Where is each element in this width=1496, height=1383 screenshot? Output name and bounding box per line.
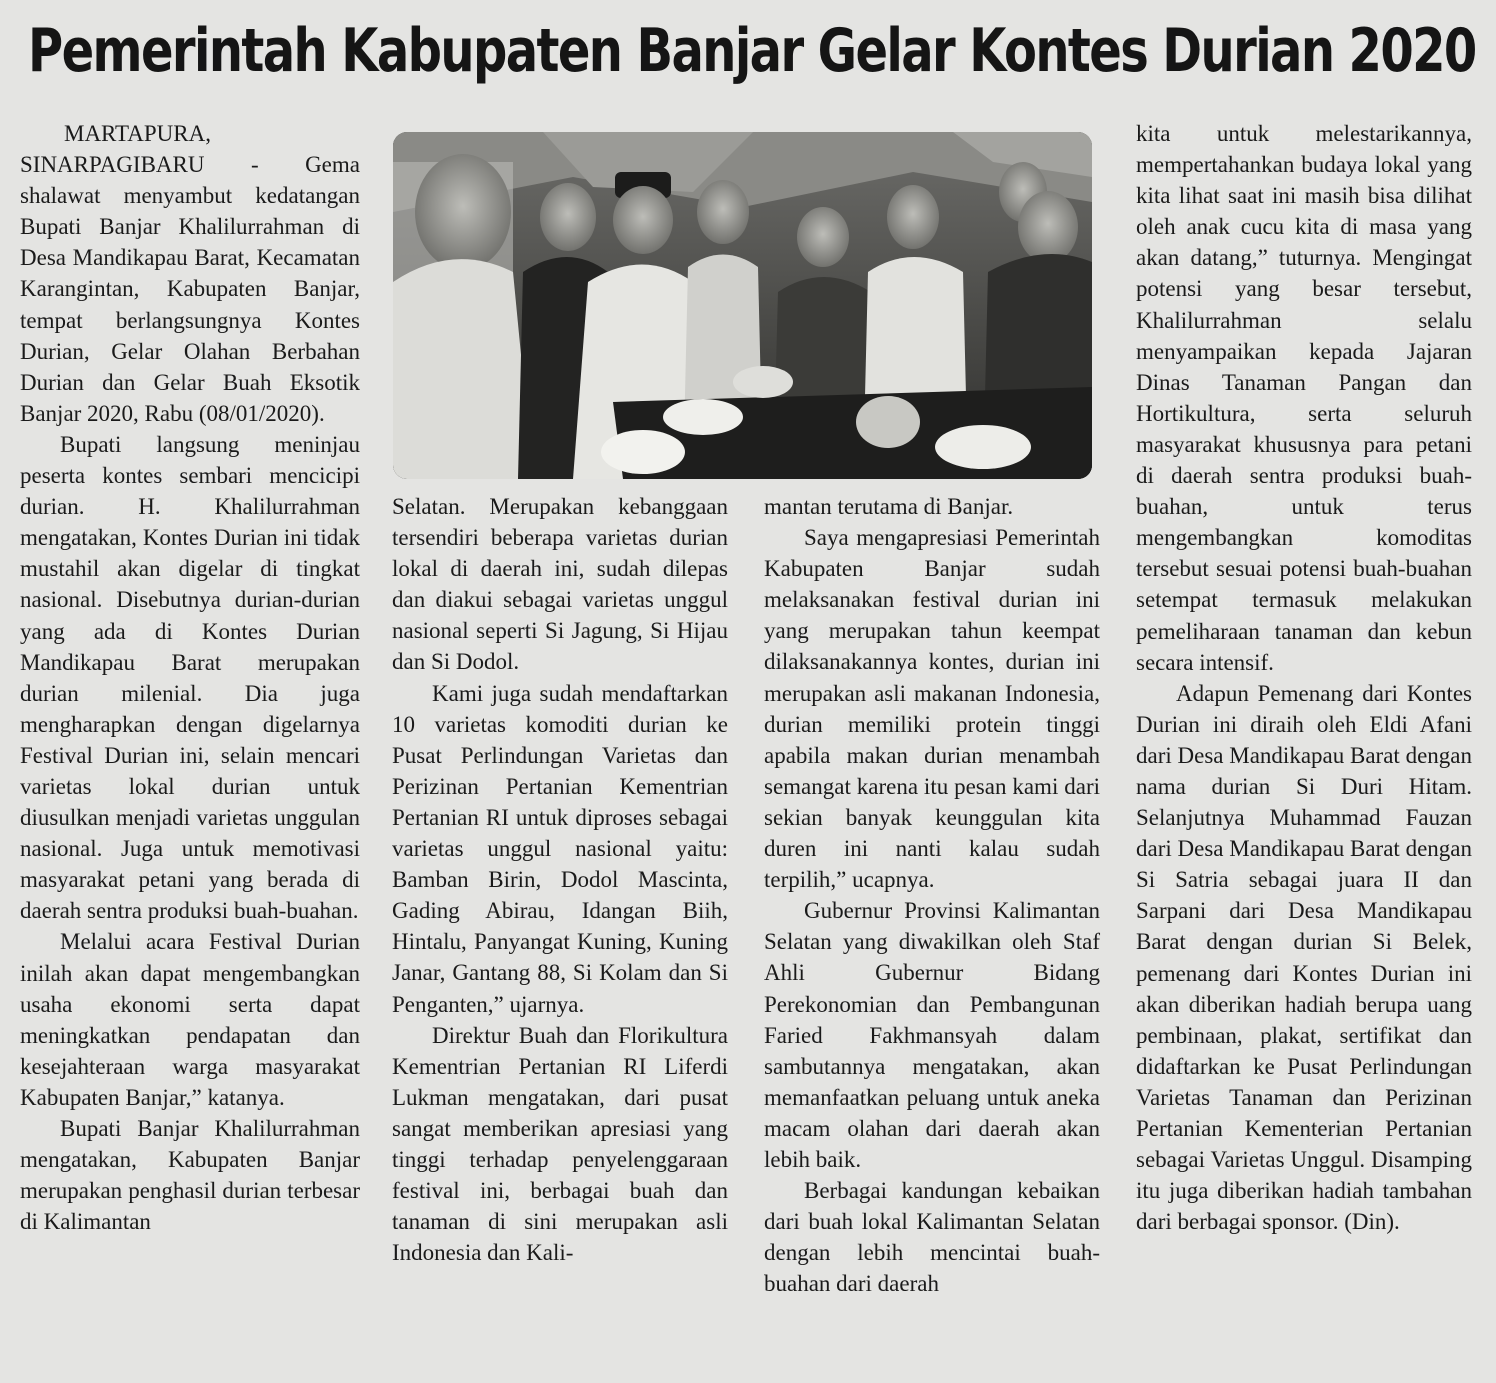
- article-column-4: [1136, 118, 1472, 1368]
- article-column-3: [764, 491, 1100, 1371]
- paragraph: Melalui acara Festival Durian inilah akan dapat mengembangkan usaha ekonomi serta dapat meningkatkan pendapatan dan kesejahteraan warga masyarakat Kabupaten Banjar,” katanya.: [20, 929, 360, 1110]
- paragraph: Kami juga sudah mendaftarkan 10 varietas komoditi durian ke Pusat Perlindungan Varietas dan Perizinan Pertanian Kementrian Pertanian RI untuk diproses sebagai varietas unggul nasional yaitu: Bamban Birin, Dodol Mascinta, Gading Abirau, Idangan Biih, Hintalu, Panyangat Kuning, Kuning Janar, Gantang 88, Si Kolam dan Si Penganten,” ujarnya.: [392, 680, 728, 1017]
- paragraph: Bupati langsung meninjau peserta kontes sembari mencicipi durian. H. Khalilurrahman mengatakan, Kontes Durian ini tidak mustahil akan digelar di tingkat nasional. Disebutnya durian-durian yang ada di Kontes Durian Mandikapau Barat merupakan durian milenial. Dia juga mengharapkan dengan digelarnya Festival Durian ini, selain mencari varietas lokal durian untuk diusulkan menjadi varietas unggulan nasional. Juga untuk memotivasi masyarakat petani yang berada di daerah sentra produksi buah-buahan.: [20, 431, 360, 924]
- paragraph: Direktur Buah dan Florikultura Kementrian Pertanian RI Liferdi Lukman mengatakan, dari pusat sangat memberikan apresiasi yang tinggi terhadap penyelenggaraan festival ini, berbagai buah dan tanaman di sini merupakan asli Indonesia dan Kali-: [392, 1022, 728, 1266]
- paragraph: Gubernur Provinsi Kalimantan Selatan yang diwakilkan oleh Staf Ahli Gubernur Bidang Perekonomian dan Pembangunan Faried Fakhmansyah dalam sambutannya mengatakan, akan memanfaatkan peluang untuk aneka macam olahan dari daerah akan lebih baik.: [764, 898, 1100, 1172]
- paragraph: Bupati Banjar Khalilurrahman mengatakan, Kabupaten Banjar merupakan penghasil durian terbesar di Kalimantan: [20, 1116, 360, 1235]
- headline: Pemerintah Kabupaten Banjar Gelar Kontes Durian 2020: [28, 16, 1476, 86]
- news-photo: [393, 132, 1092, 479]
- paragraph: Berbagai kandungan kebaikan dari buah lokal Kalimantan Selatan dengan lebih mencintai buah-buahan dari daerah: [764, 1178, 1100, 1297]
- paragraph: mantan terutama di Banjar.: [764, 494, 1014, 519]
- paragraph: Adapun Pemenang dari Kontes Durian ini diraih oleh Eldi Afani dari Desa Mandikapau Barat dengan nama durian Si Duri Hitam. Selanjutnya Muhammad Fauzan dari Desa Mandikapau Barat dengan Si Satria sebagai juara II dan Sarpani dari Desa Mandikapau Barat dengan durian Si Belek, pemenang dari Kontes Durian ini akan diberikan hadiah berupa uang pembinaan, plakat, sertifikat dan didaftarkan ke Pusat Perlindungan Varietas Tanaman dan Perizinan Pertanian Kementerian Pertanian sebagai Varietas Unggul. Disamping itu juga diberikan hadiah tambahan dari berbagai sponsor. (Din).: [1136, 680, 1472, 1235]
- photo-of-officials-tasting-durian-icon: [393, 132, 1092, 479]
- paragraph: Saya mengapresiasi Pemerintah Kabupaten Banjar sudah melaksanakan festival durian ini yang merupakan tahun keempat dilaksanakannya kontes, durian ini merupakan asli makanan Indonesia, durian memiliki protein tinggi apabila makan durian menambah semangat karena itu pesan kami dari sekian banyak keunggulan kita duren ini nanti kalau sudah terpilih,” ucapnya.: [764, 525, 1100, 893]
- paragraph: Selatan. Merupakan kebanggaan tersendiri beberapa varietas durian lokal di daerah ini, sudah dilepas dan diakui sebagai varietas unggul nasional seperti Si Jagung, Si Hijau dan Si Dodol.: [392, 494, 728, 675]
- paragraph: kita untuk melestarikannya, mempertahankan budaya lokal yang kita lihat saat ini masih bisa dilihat oleh anak cucu kita di masa yang akan datang,” tuturnya. Mengingat potensi yang besar tersebut, Khalilurrahman selalu menyampaikan kepada Jajaran Dinas Tanaman Pangan dan Hortikultura, serta seluruh masyarakat khususnya para petani di daerah sentra produksi buah-buahan, untuk terus mengembangkan komoditas tersebut sesuai potensi buah-buahan setempat termasuk melakukan pemeliharaan tanaman dan kebun secara intensif.: [1136, 121, 1472, 675]
- article-column-2: [392, 491, 728, 1371]
- article-column-1: [20, 118, 360, 1368]
- paragraph: MARTAPURA, SINARPAGIBARU - Gema shalawat menyambut kedatangan Bupati Banjar Khalilurrahman di Desa Mandikapau Barat, Kecamatan Karangintan, Kabupaten Banjar, tempat berlangsungnya Kontes Durian, Gelar Olahan Berbahan Durian dan Gelar Buah Eksotik Banjar 2020, Rabu (08/01/2020).: [20, 121, 360, 426]
